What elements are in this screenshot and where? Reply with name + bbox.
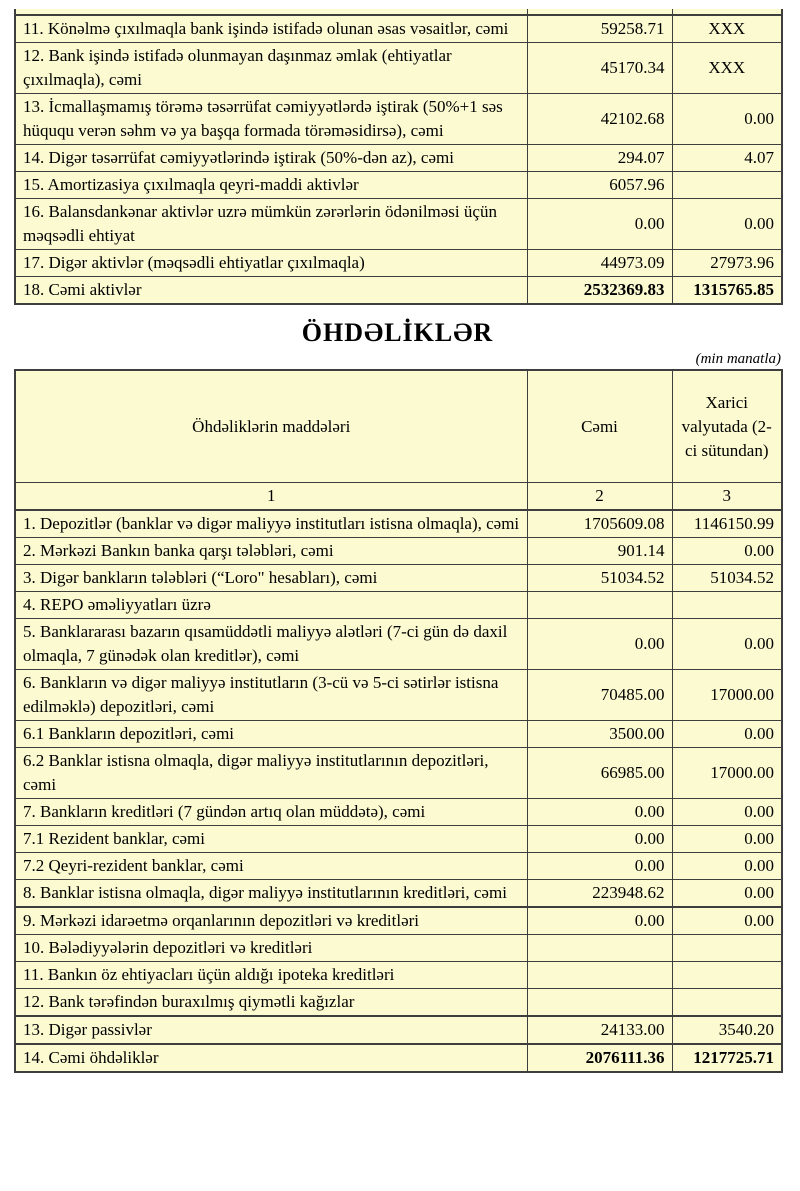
liabilities-row-foreign-value: 0.00 <box>672 721 782 748</box>
liabilities-row <box>15 538 782 565</box>
liabilities-row-total-value: 223948.62 <box>527 880 672 908</box>
liabilities-row-total-value: 1705609.08 <box>527 510 672 538</box>
liabilities-row-label: 1. Depozitlər (banklar və digər maliyyə institutları istisna olmaqla), cəmi <box>15 510 527 538</box>
liabilities-row-label: 6.1 Bankların depozitləri, cəmi <box>15 721 527 748</box>
liabilities-row-foreign-value <box>672 935 782 962</box>
liabilities-title: ÖHDƏLİKLƏR <box>301 318 494 347</box>
assets-row-label: 11. Könəlmə çıxılmaqla bank işində istifadə olunan əsas vəsaitlər, cəmi <box>15 15 527 43</box>
assets-row-total-value: 42102.68 <box>527 94 672 145</box>
liabilities-row-foreign-value <box>672 962 782 989</box>
assets-row-total-value: 2532369.83 <box>527 277 672 305</box>
liabilities-row-total-value: 0.00 <box>527 907 672 935</box>
assets-row <box>15 145 782 172</box>
assets-row-label: 15. Amortizasiya çıxılmaqla qeyri-maddi aktivlər <box>15 172 527 199</box>
liabilities-row-label: 9. Mərkəzi idarəetmə orqanlarının depozitləri və kreditləri <box>15 907 527 935</box>
liabilities-row <box>15 748 782 799</box>
liabilities-header-items: Öhdəliklərin maddələri <box>15 370 527 483</box>
liabilities-row-foreign-value: 0.00 <box>672 619 782 670</box>
liabilities-row <box>15 592 782 619</box>
liabilities-row-total-value: 66985.00 <box>527 748 672 799</box>
assets-table <box>14 9 783 305</box>
assets-row-total-value: 294.07 <box>527 145 672 172</box>
liabilities-row-foreign-value <box>672 592 782 619</box>
liabilities-row <box>15 826 782 853</box>
assets-row <box>15 15 782 43</box>
liabilities-index-col1: 1 <box>15 483 527 511</box>
liabilities-row-total-value: 0.00 <box>527 826 672 853</box>
assets-row-foreign-value: XXX <box>672 43 782 94</box>
liabilities-row <box>15 907 782 935</box>
liabilities-row-foreign-value: 17000.00 <box>672 670 782 721</box>
assets-row-total-value: 59258.71 <box>527 15 672 43</box>
assets-row-label: 12. Bank işində istifadə olunmayan daşınmaz əmlak (ehtiyatlar çıxılmaqla), cəmi <box>15 43 527 94</box>
liabilities-row-label: 7. Bankların kreditləri (7 gündən artıq olan müddətə), cəmi <box>15 799 527 826</box>
liabilities-index-row <box>15 483 782 511</box>
liabilities-row-foreign-value: 0.00 <box>672 799 782 826</box>
assets-row-foreign-value: 27973.96 <box>672 250 782 277</box>
assets-row-label: 16. Balansdankənar aktivlər uzrə mümkün zərərlərin ödənilməsi üçün məqsədli ehtiyat <box>15 199 527 250</box>
liabilities-row-label: 10. Bələdiyyələrin depozitləri və kreditləri <box>15 935 527 962</box>
liabilities-row-label: 5. Banklararası bazarın qısamüddətli maliyyə alətləri (7-ci gün də daxil olmaqla, 7 günədək olan kreditlər), cəmi <box>15 619 527 670</box>
assets-row-foreign-value: 4.07 <box>672 145 782 172</box>
liabilities-row <box>15 721 782 748</box>
liabilities-row-label: 4. REPO əməliyyatları üzrə <box>15 592 527 619</box>
assets-row-foreign-value: 0.00 <box>672 94 782 145</box>
liabilities-row <box>15 565 782 592</box>
assets-row <box>15 94 782 145</box>
assets-row-label: 17. Digər aktivlər (məqsədli ehtiyatlar çıxılmaqla) <box>15 250 527 277</box>
liabilities-row-total-value: 0.00 <box>527 853 672 880</box>
liabilities-row-label: 6.2 Banklar istisna olmaqla, digər maliyyə institutlarının depozitləri, cəmi <box>15 748 527 799</box>
assets-row-total-value: 45170.34 <box>527 43 672 94</box>
liabilities-row <box>15 962 782 989</box>
assets-row-label: 14. Digər təsərrüfat cəmiyyətlərində iştirak (50%-dən az), cəmi <box>15 145 527 172</box>
liabilities-row-total-value: 901.14 <box>527 538 672 565</box>
assets-row-label: 13. İcmallaşmamış törəmə təsərrüfat cəmiyyətlərdə iştirak (50%+1 səs hüququ verən səhm və ya başqa formada törəməsidirsə), cəmi <box>15 94 527 145</box>
liabilities-header-total: Cəmi <box>527 370 672 483</box>
liabilities-row-total-value <box>527 989 672 1017</box>
liabilities-row-foreign-value: 0.00 <box>672 538 782 565</box>
assets-row-foreign-value: XXX <box>672 15 782 43</box>
liabilities-row-total-value <box>527 935 672 962</box>
liabilities-row-foreign-value: 0.00 <box>672 826 782 853</box>
liabilities-row-total-value: 2076111.36 <box>527 1044 672 1072</box>
liabilities-row-label: 14. Cəmi öhdəliklər <box>15 1044 527 1072</box>
liabilities-row-foreign-value: 17000.00 <box>672 748 782 799</box>
liabilities-row-label: 3. Digər bankların tələbləri (“Loro" hesabları), cəmi <box>15 565 527 592</box>
assets-row <box>15 277 782 305</box>
liabilities-row-label: 8. Banklar istisna olmaqla, digər maliyyə institutlarının kreditləri, cəmi <box>15 880 527 908</box>
liabilities-row-total-value <box>527 592 672 619</box>
assets-row <box>15 172 782 199</box>
assets-row-total-value: 44973.09 <box>527 250 672 277</box>
liabilities-row-label: 2. Mərkəzi Bankın banka qarşı tələbləri, cəmi <box>15 538 527 565</box>
liabilities-row-foreign-value: 0.00 <box>672 880 782 908</box>
assets-row-total-value: 0.00 <box>527 199 672 250</box>
assets-row <box>15 43 782 94</box>
liabilities-row <box>15 989 782 1017</box>
assets-row-foreign-value <box>672 172 782 199</box>
assets-row-foreign-value: 0.00 <box>672 199 782 250</box>
unit-note: (min manatla) <box>695 351 781 367</box>
liabilities-row-label: 12. Bank tərəfindən buraxılmış qiymətli kağızlar <box>15 989 527 1017</box>
liabilities-index-col3: 3 <box>672 483 782 511</box>
liabilities-row <box>15 880 782 908</box>
liabilities-row <box>15 1016 782 1044</box>
liabilities-row-foreign-value: 51034.52 <box>672 565 782 592</box>
liabilities-row-label: 6. Bankların və digər maliyyə institutların (3-cü və 5-ci sətirlər istisna edilməklə) depozitləri, cəmi <box>15 670 527 721</box>
liabilities-row-foreign-value <box>672 989 782 1017</box>
assets-row-label: 18. Cəmi aktivlər <box>15 277 527 305</box>
liabilities-row-foreign-value: 3540.20 <box>672 1016 782 1044</box>
liabilities-row-total-value: 70485.00 <box>527 670 672 721</box>
liabilities-row-foreign-value: 1217725.71 <box>672 1044 782 1072</box>
assets-row-foreign-value: 1315765.85 <box>672 277 782 305</box>
liabilities-row <box>15 510 782 538</box>
liabilities-header-row <box>15 370 782 483</box>
liabilities-row-label: 13. Digər passivlər <box>15 1016 527 1044</box>
liabilities-row-foreign-value: 0.00 <box>672 853 782 880</box>
liabilities-row-foreign-value: 0.00 <box>672 907 782 935</box>
liabilities-row-label: 7.2 Qeyri-rezident banklar, cəmi <box>15 853 527 880</box>
liabilities-row-total-value: 24133.00 <box>527 1016 672 1044</box>
liabilities-row <box>15 853 782 880</box>
liabilities-row-total-value: 0.00 <box>527 619 672 670</box>
assets-row <box>15 199 782 250</box>
liabilities-row <box>15 619 782 670</box>
assets-row <box>15 250 782 277</box>
liabilities-table <box>14 369 783 1073</box>
liabilities-row-total-value: 51034.52 <box>527 565 672 592</box>
liabilities-row-foreign-value: 1146150.99 <box>672 510 782 538</box>
liabilities-row <box>15 799 782 826</box>
liabilities-row-total-value <box>527 962 672 989</box>
liabilities-header-foreign: Xarici valyutada (2-ci sütundan) <box>672 370 782 483</box>
liabilities-row-label: 7.1 Rezident banklar, cəmi <box>15 826 527 853</box>
liabilities-row <box>15 935 782 962</box>
liabilities-row-total-value: 3500.00 <box>527 721 672 748</box>
assets-row-total-value: 6057.96 <box>527 172 672 199</box>
liabilities-index-col2: 2 <box>527 483 672 511</box>
liabilities-row <box>15 670 782 721</box>
liabilities-row <box>15 1044 782 1072</box>
liabilities-row-total-value: 0.00 <box>527 799 672 826</box>
liabilities-row-label: 11. Bankın öz ehtiyacları üçün aldığı ipoteka kreditləri <box>15 962 527 989</box>
